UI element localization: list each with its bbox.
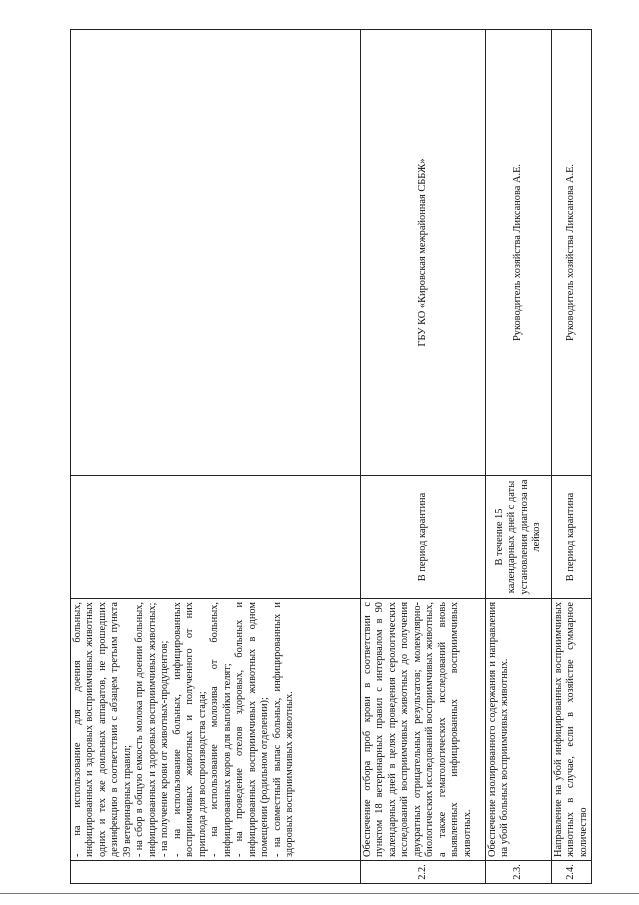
row-number	[71, 861, 361, 884]
term-cell	[71, 476, 361, 599]
action-line: - на сбор в общую емкость молока при доении больных, инфицированных и здоровых восприимчивых животных;	[134, 602, 158, 857]
responsible-cell: Руководитель хозяйства Ликсанова А.Е.	[486, 30, 552, 476]
term-cell: В период карантина	[552, 476, 592, 599]
measures-table	[70, 29, 592, 884]
action-line: Направление на убой инфицированных восприимчивых животных в случае, если в хозяйстве суммарное количество	[553, 602, 589, 857]
action-cell	[486, 599, 552, 861]
action-line: - на использование для доения больных, инфицированных и здоровых восприимчивых животных одних и тех же доильных аппаратов, не прошедших дезинфекцию в соответствии с абзацем третьим пункта 39 ветеринарных правил;	[72, 602, 133, 857]
action-line: Обеспечение отбора проб крови в соответствии с пунктом 18 ветеринарных правил с интервалом в 90 календарных дней в целях проведения серологических исследований восприимчивых животных до получения двукратных отрицательных результатов; молекулярно-биологических исследований восприимчивых животных, а также гематологических исследований вновь выявленных инфицированных восприимчивых животных.	[362, 602, 473, 857]
action-line: - на проведение отелов здоровых, больных и инфицированных восприимчивых животных в одном помещении (родильном отделении);	[234, 602, 271, 857]
action-line: - на получение крови от животных-продуцентов;	[159, 640, 171, 857]
row-number: 2.4.	[552, 861, 592, 884]
term-cell: В период карантина	[361, 476, 486, 599]
table-row	[552, 30, 592, 884]
term-cell: В течение 15 календарных дней с даты установления диагноза на лейкоз	[486, 476, 552, 599]
action-cell	[71, 599, 361, 861]
action-cell	[552, 599, 592, 861]
action-line: - на использование молозива от больных, инфицированных коров для выпойки телят;	[209, 602, 233, 857]
action-cell	[361, 599, 486, 861]
responsible-cell: Руководитель хозяйства Ликсанова А.Е.	[552, 30, 592, 476]
responsible-cell: ГБУ КО «Кировская межрайонная СББЖ»	[361, 30, 486, 476]
table-row	[71, 30, 361, 884]
responsible-cell	[71, 30, 361, 476]
scan-edge-line	[0, 893, 639, 894]
table-row	[486, 30, 552, 884]
row-number: 2.3.	[486, 861, 552, 884]
rotated-table-wrapper	[70, 29, 589, 884]
action-line: - на совместный выпас больных, инфицированных и здоровых восприимчивых животных.	[271, 602, 296, 857]
table-row	[361, 30, 486, 884]
row-number: 2.2.	[361, 861, 486, 884]
action-line: - на использование больных, инфицированных восприимчивых животных и полученного от них приплода для воспроизводства стада;	[171, 602, 208, 857]
action-line: Обеспечение изолированного содержания и направления на убой больных восприимчивых животных.	[487, 602, 511, 857]
